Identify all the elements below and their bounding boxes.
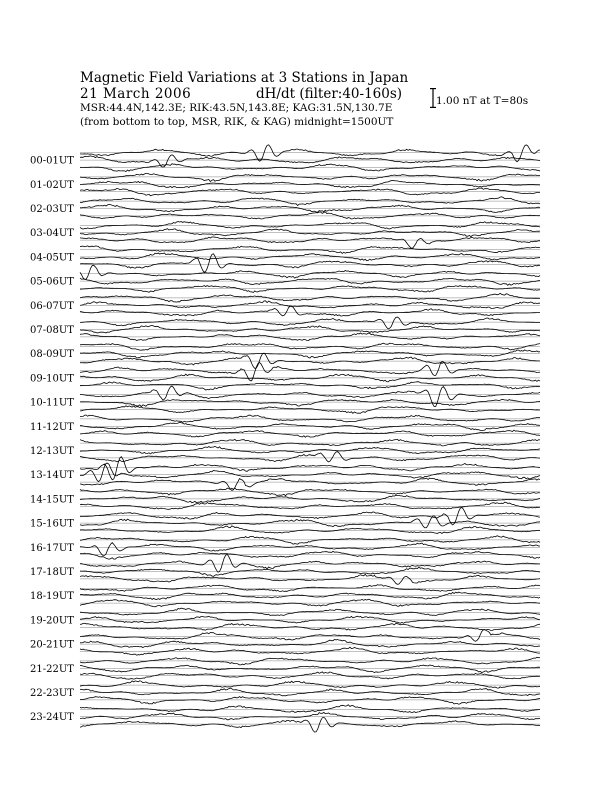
trace-rik xyxy=(80,301,540,309)
hour-label: 12-13UT xyxy=(30,446,74,457)
trace-kag xyxy=(80,681,540,688)
hour-label: 11-12UT xyxy=(30,421,74,433)
trace-kag xyxy=(80,705,540,713)
trace-rik xyxy=(80,180,540,187)
trace-kag xyxy=(80,343,540,350)
trace-msr xyxy=(80,188,540,196)
trace-rik xyxy=(80,495,540,503)
hour-label: 03-04UT xyxy=(30,228,74,240)
trace-msr xyxy=(80,551,540,559)
trace-kag xyxy=(80,246,540,254)
hour-label: 08-09UT xyxy=(30,349,74,361)
trace-msr xyxy=(80,286,540,293)
hour-label: 21-22UT xyxy=(30,663,74,675)
chart-title: Magnetic Field Variations at 3 Stations in Japan xyxy=(80,70,409,86)
hour-label: 06-07UT xyxy=(30,300,74,312)
scale-label: 1.00 nT at T=80s xyxy=(436,95,529,107)
trace-rik xyxy=(80,592,540,600)
station-order-note: (from bottom to top, MSR, RIK, & KAG) midnight=1500UT xyxy=(80,116,394,128)
trace-rik xyxy=(80,325,540,333)
trace-msr xyxy=(80,526,540,534)
trace-msr xyxy=(80,254,540,272)
trace-msr xyxy=(80,647,540,655)
hour-label: 07-08UT xyxy=(30,325,74,336)
trace-msr xyxy=(80,672,540,679)
trace-rik xyxy=(80,567,540,576)
hour-label: 20-21UT xyxy=(30,639,74,651)
trace-msr xyxy=(80,353,540,368)
trace-msr xyxy=(80,478,540,490)
trace-msr xyxy=(80,306,540,316)
trace-msr xyxy=(80,502,540,509)
trace-kag xyxy=(80,293,540,302)
hour-label: 14-15UT xyxy=(30,494,74,506)
hour-label: 22-23UT xyxy=(30,688,74,699)
hour-label: 15-16UT xyxy=(30,518,74,530)
hour-label: 01-02UT xyxy=(30,179,74,191)
trace-kag xyxy=(80,608,540,615)
hour-label: 16-17UT xyxy=(30,542,74,554)
trace-rik xyxy=(80,446,540,454)
hour-label: 00-01UT xyxy=(30,155,74,167)
trace-rik xyxy=(80,688,540,696)
trace-rik xyxy=(80,155,540,167)
hour-label: 04-05UT xyxy=(30,252,74,264)
station-coordinates: MSR:44.4N,142.3E; RIK:43.5N,143.8E; KAG:31.5N,130.7E xyxy=(80,102,393,114)
trace-msr xyxy=(80,237,540,248)
trace-msr xyxy=(80,212,540,219)
trace-rik xyxy=(80,665,540,673)
trace-msr xyxy=(80,382,540,390)
hour-label: 17-18UT xyxy=(30,567,74,578)
trace-rik xyxy=(80,278,540,285)
trace-msr xyxy=(80,697,540,705)
hour-label: 05-06UT xyxy=(30,276,74,288)
trace-rik xyxy=(80,399,540,406)
hour-label: 13-14UT xyxy=(30,470,74,482)
trace-msr xyxy=(80,717,540,732)
trace-kag xyxy=(80,657,540,665)
trace-kag xyxy=(80,488,540,496)
trace-msr xyxy=(80,623,540,630)
trace-rik xyxy=(80,639,540,647)
hour-label: 02-03UT xyxy=(30,204,74,215)
trace-kag xyxy=(80,415,540,422)
chart-date: 21 March 2006 xyxy=(80,86,192,102)
hour-label: 09-10UT xyxy=(30,373,74,385)
trace-rik xyxy=(80,712,540,719)
hour-label: 19-20UT xyxy=(30,615,74,627)
trace-rik xyxy=(80,616,540,623)
trace-kag xyxy=(80,145,540,162)
hour-label: 10-11UT xyxy=(30,397,74,409)
trace-kag xyxy=(80,173,540,181)
trace-kag xyxy=(80,585,540,592)
hour-label: 18-19UT xyxy=(30,591,74,603)
trace-kag xyxy=(80,386,540,407)
trace-msr xyxy=(80,574,540,584)
trace-kag xyxy=(80,439,540,446)
trace-kag xyxy=(80,265,540,279)
hour-label: 23-24UT xyxy=(30,712,74,724)
trace-rik xyxy=(80,350,540,358)
trace-kag xyxy=(80,630,540,642)
chart-quantity: dH/dt (filter:40-160s) xyxy=(256,86,403,102)
